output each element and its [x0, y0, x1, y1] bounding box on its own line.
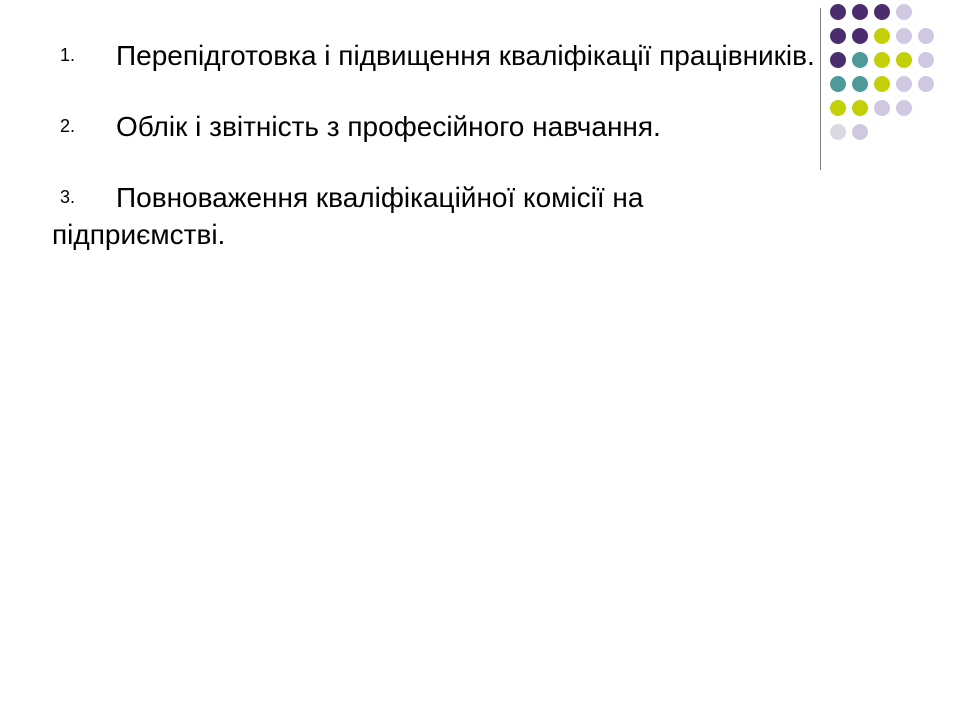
decor-dot [830, 4, 846, 20]
decor-dot [918, 28, 934, 44]
list-item-text: Повноваження кваліфікаційної комісії на [116, 181, 644, 213]
list-item-text-continuation: підприємстві. [52, 218, 226, 250]
list-marker: 2. [60, 115, 76, 136]
list-item [52, 180, 902, 254]
list-marker: 1. [60, 45, 76, 65]
list-marker: 3. [60, 186, 76, 207]
decor-dot [874, 4, 890, 20]
list-item [52, 38, 902, 75]
decor-dot [852, 4, 868, 20]
decor-dot [918, 76, 934, 92]
list-item-text: Облік і звітність з професійного навчання. [116, 110, 661, 142]
decor-dot [918, 52, 934, 68]
slide-body [52, 38, 902, 254]
numbered-list [52, 38, 902, 254]
list-item [52, 109, 902, 146]
decor-dot [896, 4, 912, 20]
list-item-text: Перепідготовка і підвищення кваліфікації працівників. [116, 40, 815, 71]
